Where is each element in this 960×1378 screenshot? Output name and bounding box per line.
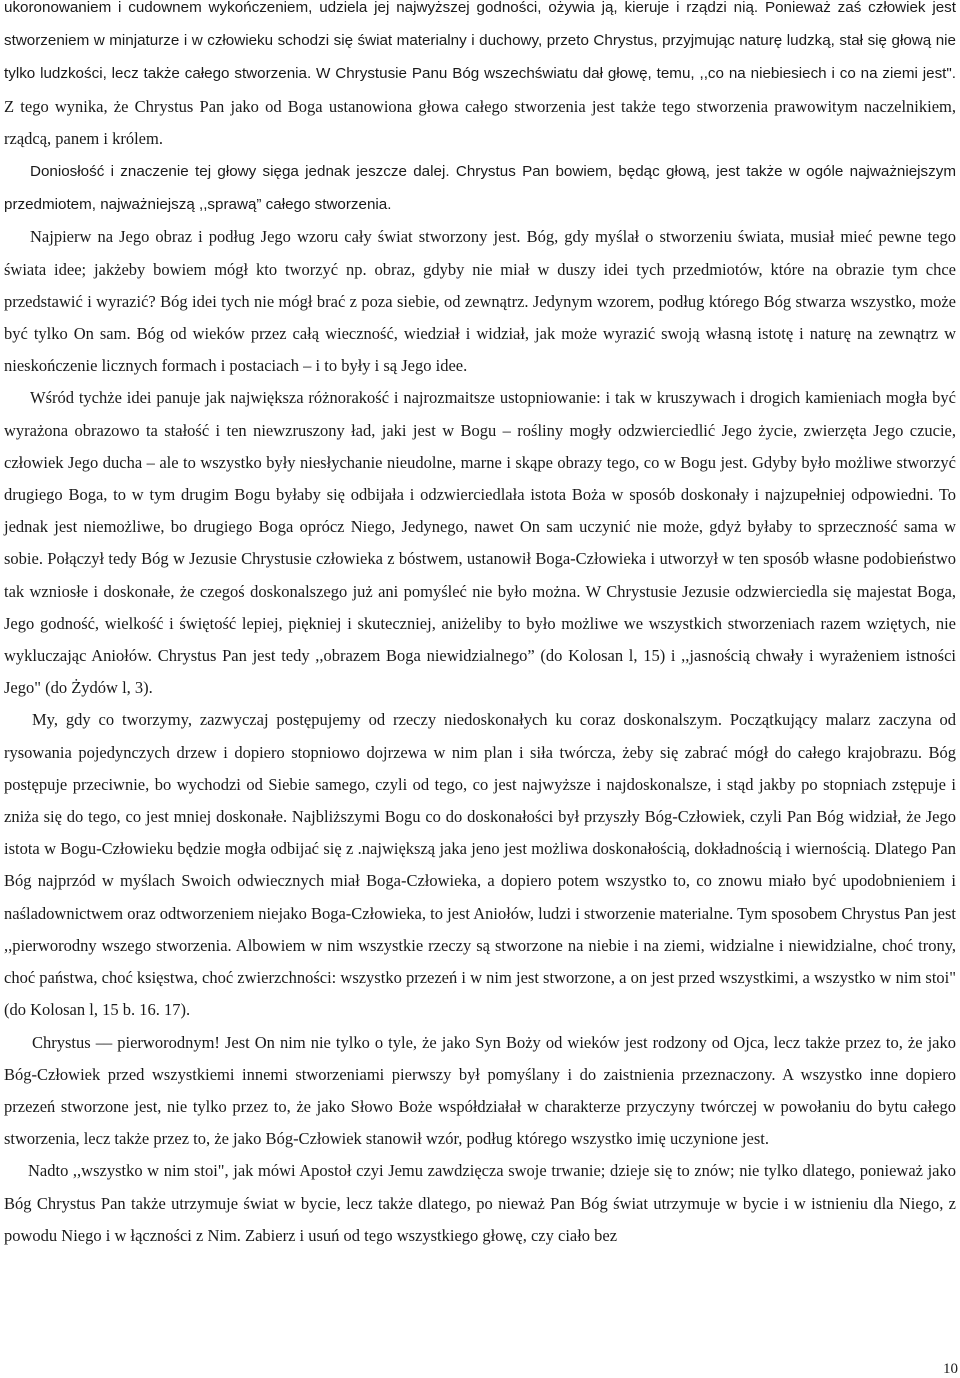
- paragraph-1-text-b: Ponieważ zaś człowiek jest stworzeniem w minjaturze i w człowieku schodzi się świat materialny i duchowy, przeto Chrystus, przyjmując naturę ludzką, stał się głową nie tylko ludzkości, lecz także całego stworzenia. W Chrystusie Panu Bóg wszechświatu dał głowę, temu, ,,co na niebiesiech i co na ziemi jest".: [4, 0, 956, 83]
- paragraph-1-text-c: Z tego wynika, że Chrystus Pan jako od Boga ustanowiona głowa całego stworzenia jest także tego stworzenia prawowitym naczelnikiem, rządcą, panem i królem.: [4, 96, 956, 148]
- paragraph-3: [4, 221, 956, 382]
- page-number: 10: [943, 1361, 958, 1377]
- paragraph-4-text: Wśród tychże idei panuje jak największa różnorakość i najrozmaitsze ustopniowanie: i tak w kruszywach i drogich kamieniach mogła być wyrażona obrazowo ta stałość i ten niewzruszony ład, jaki jest w Bogu – rośliny mogły odzwierciedlić Jego życie, zwierzęta Jego czucie, człowiek Jego ducha – ale to wszystko były niesłychanie nieudolne, marne i skąpe obrazy tego, co w Bogu jest. Gdyby było możliwe stworzyć drugiego Boga, to w tym drugim Bogu byłaby się odbijała i odzwierciedlała istota Boża w sposób doskonały i najzupełniej odpowiedni. To jednak jest niemożliwe, bo drugiego Boga oprócz Niego, Jedynego, nawet On sam uczynić nie może, gdyż byłaby to sprzeczność sama w sobie. Połączył tedy Bóg w Jezusie Chrystusie człowieka z bóstwem, ustanowił Boga-Człowieka i utworzył w ten sposób własne podobieństwo tak wzniosłe i doskonałe, że czegoś doskonalszego już ani pomyśleć nie było można. W Chrystusie Jezusie odzwierciedla się majestat Boga, Jego godność, wielkość i świętość lepiej, piękniej i skuteczniej, aniżeliby to było możliwe we wszystkich stworzeniach razem wziętych, nie wykluczając Aniołów. Chrystus Pan jest tedy ,,obrazem Boga niewidzialnego” (do Kolosan l, 15) i ,,jasnością chwały i wyrażeniem istności Jego" (do Żydów l, 3).: [4, 388, 956, 698]
- document-page: [4, 0, 956, 1252]
- paragraph-1: [4, 0, 956, 155]
- paragraph-7-text: Nadto ,,wszystko w nim stoi", jak mówi Apostoł czyi Jemu zawdzięcza swoje trwanie; dzieje się to znów; nie tylko dlatego, ponieważ jako Bóg Chrystus Pan także utrzymuje świat w bycie, lecz także dlatego, po nieważ Pan Bóg świat utrzymuje w bycie i w istnieniu dla Niego, z powodu Niego i w łączności z Nim. Zabierz i usuń od tego wszystkiego głowę, czy ciało bez: [4, 1161, 956, 1245]
- paragraph-2: [4, 155, 956, 221]
- paragraph-6: [4, 1027, 956, 1156]
- paragraph-1-text-a: ukoronowaniem i cudownem wykończeniem, udziela jej najwyższej godności, ożywia ją, kieruje i rządzi nią.: [4, 0, 765, 16]
- paragraph-2-text: Doniosłość i znaczenie tej głowy sięga jednak jeszcze dalej. Chrystus Pan bowiem, będąc głową, jest także w ogóle najważniejszym przedmiotem, najważniejszą ,,sprawą” całego stworzenia.: [4, 163, 956, 214]
- paragraph-5: [4, 704, 956, 1026]
- paragraph-4: [4, 382, 956, 704]
- paragraph-6-text: Chrystus –– pierworodnym! Jest On nim nie tylko o tyle, że jako Syn Boży od wieków jest rodzony od Ojca, lecz także przez to, że jako Bóg-Człowiek przed wszystkiemi innemi stworzeniami pierwszy był pomyślany i do zaistnienia przeznaczony. A wszystko inne dopiero przezeń stworzone jest, nie tylko przez to, że jako Słowo Boże współdziałał w charakterze przyczyny twórczej w powołaniu do bytu całego stworzenia, lecz także przez to, że jako Bóg-Człowiek stanowił wzór, podług którego wszystko imię uczynione jest.: [4, 1032, 956, 1149]
- paragraph-5-text: My, gdy co tworzymy, zazwyczaj postępujemy od rzeczy niedoskonałych ku coraz doskonalszym. Początkujący malarz zaczyna od rysowania pojedynczych drzew i dopiero stopniowo dojrzewa w nim plan i siła twórcza, żeby się zabrać mógł do całego krajobrazu. Bóg postępuje przeciwnie, bo wychodzi od Siebie samego, czyli od tego, co jest najwyższe i najdoskonalsze, i stąd jakby po stopniach zstępuje i zniża się do tego, co jest mniej doskonałe. Najbliższymi Bogu co do doskonałości był przyszły Bóg-Człowiek, czyli Pan Bóg widział, że Jego istota w Bogu-Człowieku będzie mogła odbijać się z .największą jaka jeno jest możliwa doskonałością, dokładnością i wiernością. Dlatego Pan Bóg najprzód w myślach Swoich odwiecznych miał Boga-Człowieka, a dopiero potem wszystko to, co znowu miało być upodobnieniem i naśladownictwem oraz odtworzeniem niejako Boga-Człowieka, to jest Aniołów, ludzi i stworzenie materialne. Tym sposobem Chrystus Pan jest ,,pierworodny wszego stworzenia. Albowiem w nim wszystkie rzeczy są stworzone na niebie i na ziemi, widzialne i niewidzialne, choć trony, choć państwa, choć księstwa, choć zwierzchności: wszystko przezeń i w nim jest stworzone, a on jest przed wszystkimi, a wszystko w nim stoi" (do Kolosan l, 15 b. 16. 17).: [4, 710, 956, 1020]
- paragraph-7: [4, 1155, 956, 1252]
- paragraph-3-text: Najpierw na Jego obraz i podług Jego wzoru cały świat stworzony jest. Bóg, gdy myślał o stworzeniu świata, musiał mieć pewne tego świata idee; jakżeby bowiem mógł kto tworzyć np. obraz, gdyby nie miał w duszy idei tych przedmiotów, które na obrazie tym chce przedstawić i wyrazić? Bóg idei tych nie mógł brać z poza siebie, od zewnątrz. Jedynym wzorem, podług którego Bóg stwarza wszystko, może być tylko On sam. Bóg od wieków przez całą wieczność, wiedział i widział, jak może wyrazić swoją własną istotę i naturę na zewnątrz w nieskończenie licznych formach i postaciach – i to były i są Jego idee.: [4, 227, 956, 376]
